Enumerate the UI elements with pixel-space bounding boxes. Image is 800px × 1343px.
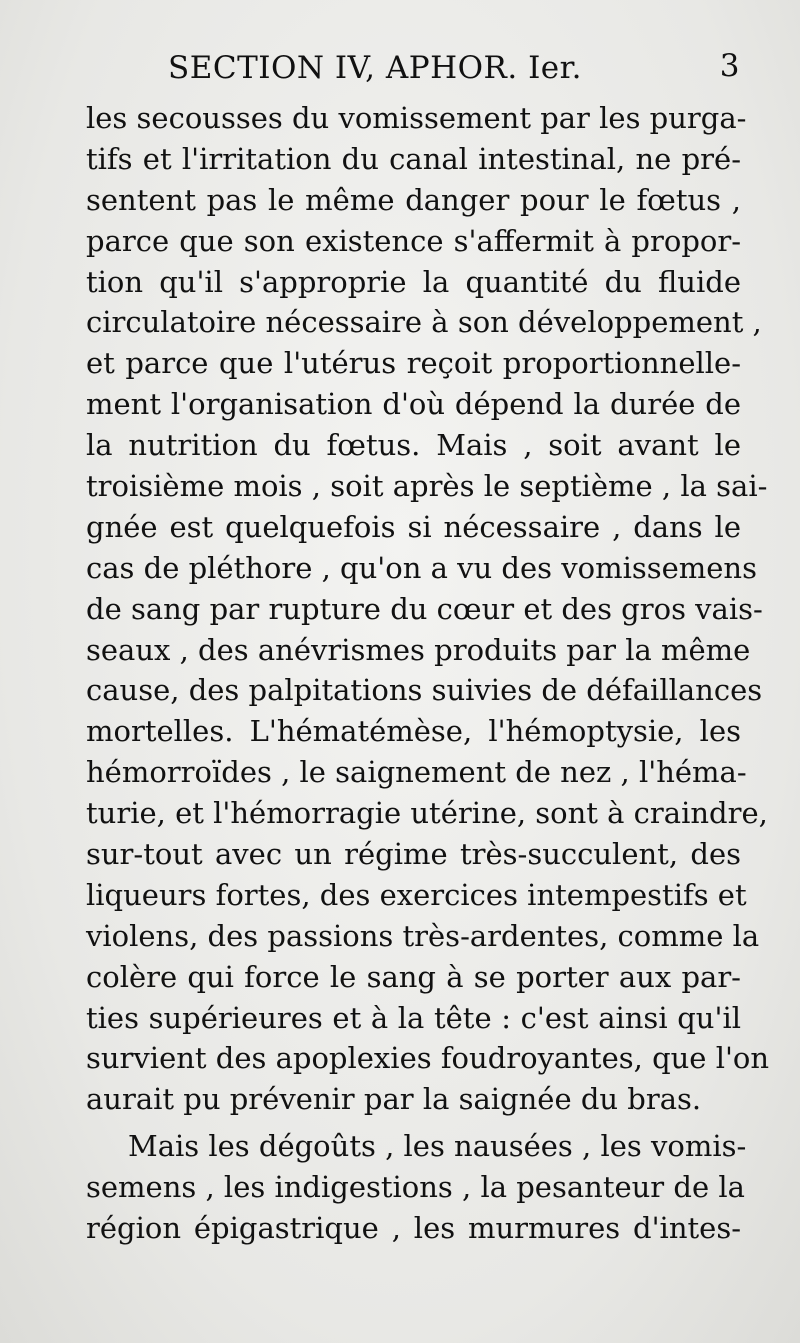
page-number: 3 — [719, 48, 740, 84]
text-line: ment l'organisation d'où dépend la durée de — [86, 387, 741, 422]
running-title: SECTION IV, APHOR. Ier. — [168, 50, 582, 86]
text-line: aurait pu prévenir par la saignée du bras. — [86, 1082, 702, 1117]
text-line: seaux , des anévrismes produits par la même — [86, 632, 751, 667]
text-line: les secousses du vomissement par les purga- — [86, 101, 747, 135]
text-line: tion qu'il s'approprie la quantité du fluide — [86, 264, 741, 299]
text-line: violens, des passions très-ardentes, comme la — [86, 918, 760, 953]
text-line: la nutrition du fœtus. Mais , soit avant le — [86, 428, 741, 463]
text-line: région épigastrique , les murmures d'intes- — [86, 1211, 741, 1246]
text-line: cause, des palpitations suivies de défaillances — [86, 673, 763, 708]
text-line: turie, et l'hémorragie utérine, sont à craindre, — [86, 796, 768, 831]
text-line: Mais les dégoûts , les nausées , les vomis- — [128, 1129, 747, 1164]
text-line: et parce que l'utérus reçoit proportionnelle- — [86, 346, 741, 381]
body-text — [86, 98, 770, 1249]
text-line: liqueurs fortes, des exercices intempestifs et — [86, 877, 747, 912]
text-line: survient des apoplexies foudroyantes, que l'on — [86, 1041, 770, 1076]
text-line: gnée est quelquefois si nécessaire , dans le — [86, 509, 741, 544]
text-line: parce que son existence s'affermit à propor- — [86, 223, 741, 258]
text-line: troisième mois , soit après le septième , la sai- — [86, 469, 768, 504]
paragraph — [86, 1126, 747, 1249]
text-line: hémorroïdes , le saignement de nez , l'héma- — [86, 755, 747, 790]
text-line: circulatoire nécessaire à son développement , — [86, 305, 762, 340]
text-line: sentent pas le même danger pour le fœtus , — [86, 182, 741, 217]
page-header — [160, 44, 742, 94]
text-line: semens , les indigestions , la pesanteur de la — [86, 1170, 745, 1205]
text-line: cas de pléthore , qu'on a vu des vomissemens — [86, 550, 757, 585]
text-line: mortelles. L'hématémèse, l'hémoptysie, les — [86, 714, 741, 749]
text-line: de sang par rupture du cœur et des gros vais- — [86, 591, 763, 626]
paragraph — [86, 98, 770, 1120]
text-line: tifs et l'irritation du canal intestinal, ne pré- — [86, 141, 741, 176]
text-line: colère qui force le sang à se porter aux par- — [86, 959, 741, 994]
text-line: sur-tout avec un régime très-succulent, des — [86, 837, 741, 872]
text-line: ties supérieures et à la tête : c'est ainsi qu'il — [86, 1000, 741, 1035]
